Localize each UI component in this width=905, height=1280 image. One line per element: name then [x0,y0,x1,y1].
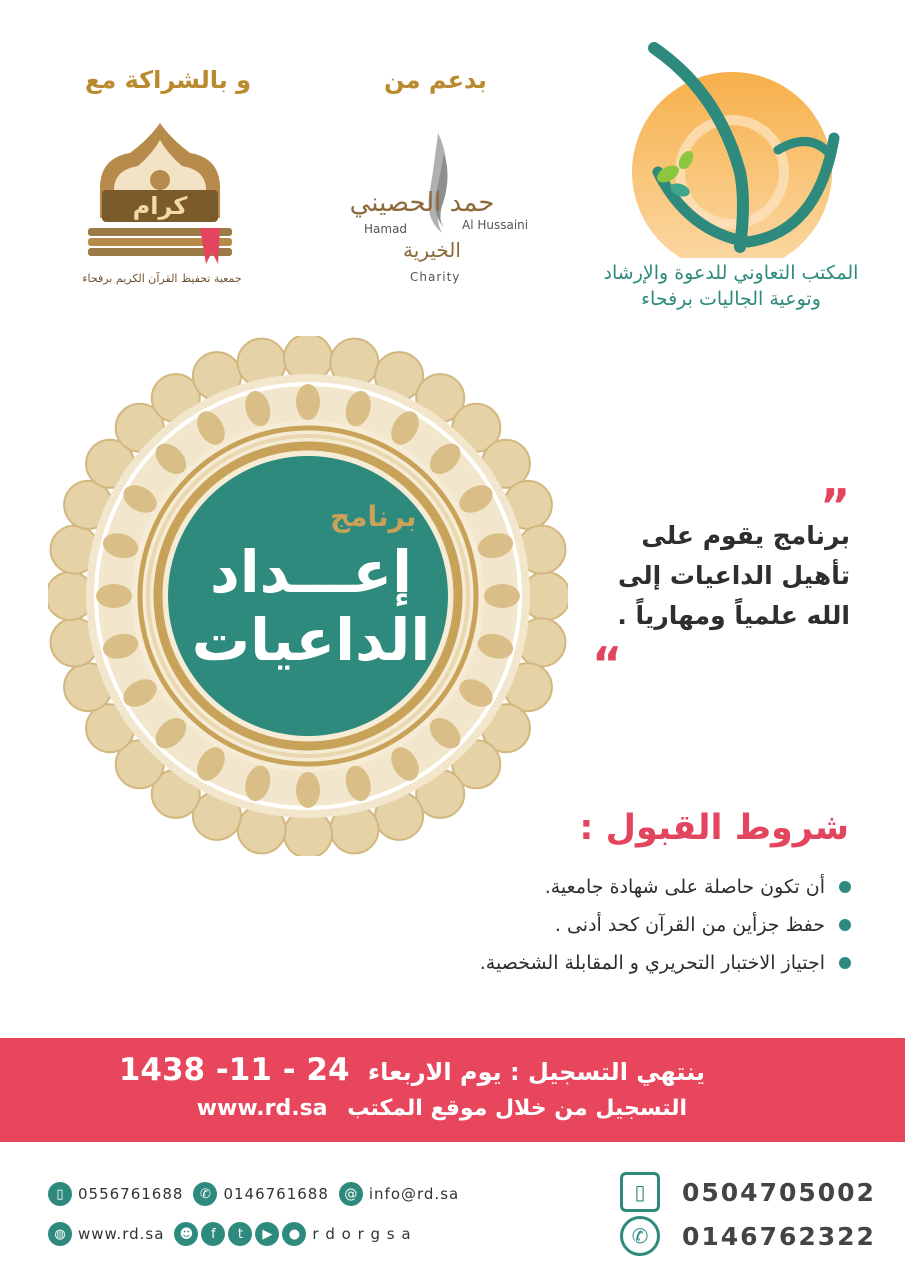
mobile-icon: ▯ [48,1182,72,1206]
program-title-line1: إعـــداد [209,538,413,606]
big-mobile-number[interactable]: 0504705002 [682,1177,876,1207]
big-phone-row [620,1216,876,1256]
footer-social-handle: r d o r g s a [312,1225,412,1243]
registration-site-label: التسجيل من خلال موقع المكتب [347,1096,687,1121]
big-phone-number[interactable]: 0146762322 [682,1221,876,1251]
hussaini-charity-en: Charity [410,270,461,284]
hussaini-flame-icon [418,128,458,238]
condition-text: حفظ جزأين من القرآن كحد أدنى . [554,914,825,936]
bullet-dot-icon [839,881,851,893]
phone-icon: ✆ [193,1182,217,1206]
hayat-line2: وتوعية الجاليات برفحاء [641,288,821,310]
frame-petal [96,584,132,608]
deadline-date: 24 - 11- 1438 [118,1052,350,1088]
frame-petal [296,772,320,808]
mobile-phone-icon: ▯ [620,1172,660,1212]
flickr-icon[interactable]: ● [282,1222,306,1246]
quote-close-mark: “ [592,637,623,691]
kiram-logo-text: كرام [132,192,188,220]
bullet-dot-icon [839,919,851,931]
footer-email[interactable]: info@rd.sa [368,1185,460,1203]
contact-row-bottom [48,1222,422,1246]
email-icon: @ [339,1182,363,1206]
program-label: برنامج [330,500,417,533]
globe-icon: ◍ [48,1222,72,1246]
kiram-caption: جمعية تحفيظ القرآن الكريم برفحاء [82,272,242,285]
hussaini-arabic-charity: الخيرية [403,238,461,262]
contact-row-top [48,1182,469,1206]
frame-petal [484,584,520,608]
registration-site [197,1096,687,1121]
hayat-line1: المكتب التعاوني للدعوة والإرشاد [603,262,859,284]
footer-phone[interactable]: 0146761688 [223,1185,329,1203]
bullet-dot-icon [839,957,851,969]
quote-line3: الله علمياً ومهارياً . [617,601,850,630]
frame-petal [296,384,320,420]
hussaini-en-first: Hamad [364,222,408,236]
partnership-label: و بالشراكة مع [85,66,252,94]
quote-open-mark: ” [820,479,851,533]
condition-item [480,906,851,944]
conditions-title: شروط القبول : [579,808,849,848]
footer-website[interactable]: www.rd.sa [78,1225,165,1243]
telephone-icon: ✆ [620,1216,660,1256]
quote-line1: برنامج يقوم على [641,521,850,550]
footer-mobile[interactable]: 0556761688 [78,1185,184,1203]
program-title-line2: الداعيات [191,606,431,674]
snapchat-icon[interactable]: ☻ [174,1222,198,1246]
kiram-logo [80,118,240,298]
condition-item [480,868,851,906]
youtube-icon[interactable]: ▶ [255,1222,279,1246]
hayat-logo [628,42,860,258]
condition-item [480,944,851,982]
registration-site-link[interactable]: www.rd.sa [196,1096,328,1121]
hussaini-arabic-name: حمد الحصيني [349,188,495,218]
deadline-label: ينتهي التسجيل : يوم الاربعاء [367,1058,705,1086]
conditions-list [480,868,851,982]
twitter-icon[interactable]: t [228,1222,252,1246]
support-label: بدعم من [384,66,487,94]
condition-text: اجتياز الاختبار التحريري و المقابلة الشخصية. [479,952,825,974]
quote-line2: تأهيل الداعيات إلى [617,561,850,590]
registration-deadline [119,1052,705,1088]
hussaini-en-last: Al Hussaini [462,218,529,232]
condition-text: أن تكون حاصلة على شهادة جامعية. [544,876,825,898]
facebook-icon[interactable]: f [201,1222,225,1246]
big-mobile-row [620,1172,876,1212]
